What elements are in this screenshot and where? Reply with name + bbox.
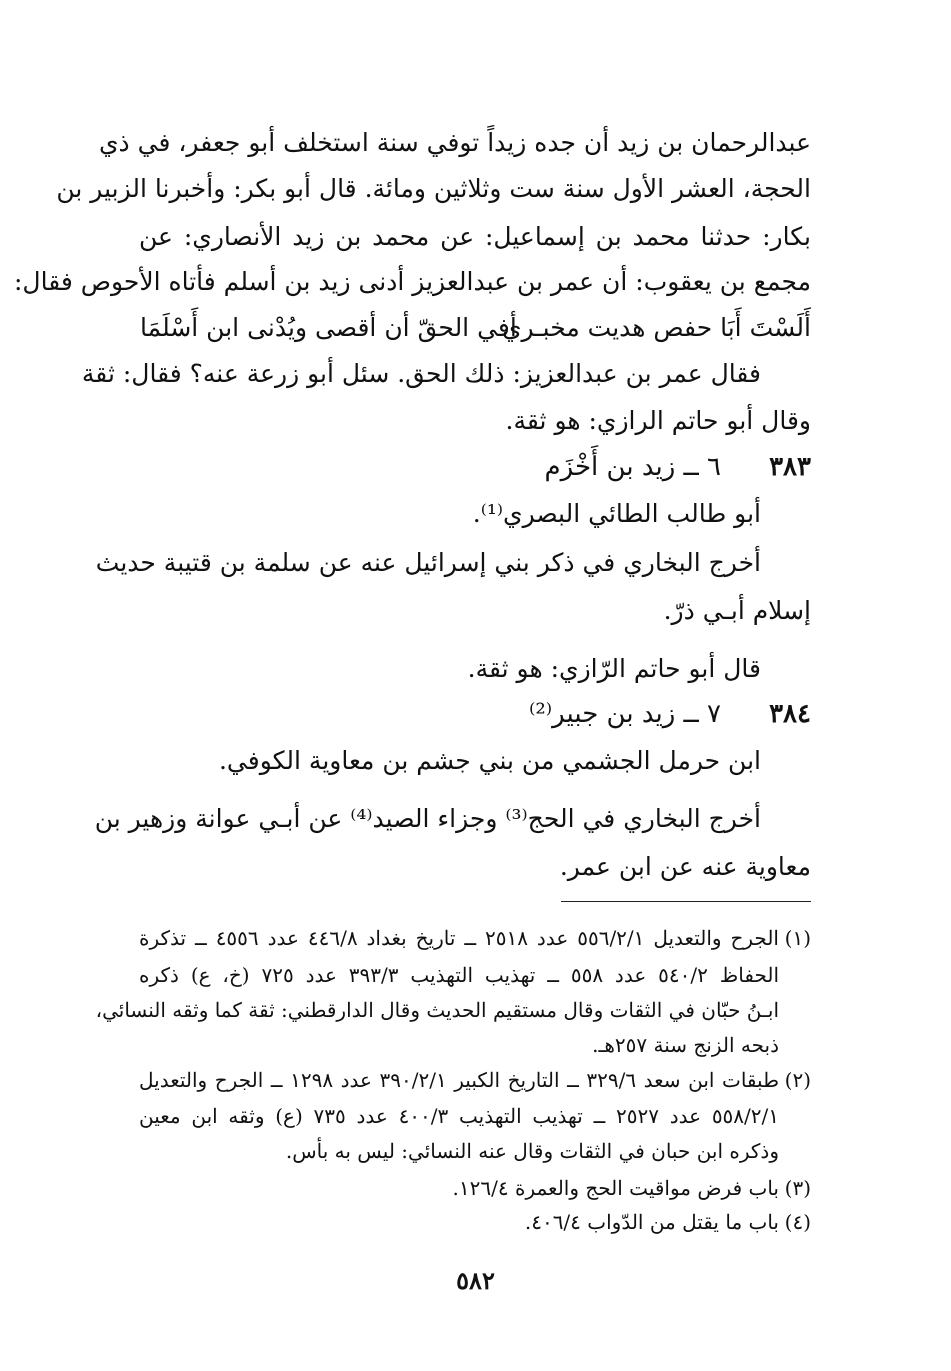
footnote-line: باب ما يقتل من الدّواب ٤٠٦/٤. [524, 1210, 779, 1234]
footnote-number: (٣) [784, 1176, 811, 1200]
body-line: أخرج البخاري في الحج⁽³⁾ وجزاء الصيد⁽⁴⁾ عن أبـي عوانة وزهير بن [94, 804, 761, 833]
body-line: أبو طالب الطائي البصري⁽¹⁾. [472, 499, 761, 528]
body-line: وقال أبو حاتم الرازي: هو ثقة. [505, 406, 811, 435]
entry-title: ٧ ــ زيد بن جبير⁽²⁾ [528, 699, 721, 729]
footnote-line: وذكره ابن حبان في الثقات وقال عنه النسائي: ليس به بأس. [285, 1139, 779, 1163]
footnote-line: الجرح والتعديل ٥٥٦/٢/١ عدد ٢٥١٨ ــ تاريخ بغداد ٤٤٦/٨ عدد ٤٥٥٦ ــ تذكرة [139, 926, 779, 950]
body-line: معاوية عنه عن ابن عمر. [559, 852, 811, 881]
body-line: فقال عمر بن عبدالعزيز: ذلك الحق. سئل أبو زرعة عنه؟ فقال: ثقة [81, 359, 761, 388]
body-line: قال أبو حاتم الرّازي: هو ثقة. [467, 654, 761, 683]
body-line: أخرج البخاري في ذكر بني إسرائيل عنه عن سلمة بن قتيبة حديث [95, 548, 761, 577]
verse-right-hemistich: أَلَسْتَ أَبَا حفص هديت مخبـري [501, 313, 811, 342]
footnote-line: الحفاظ ٥٤٠/٢ عدد ٥٥٨ ــ تهذيب التهذيب ٣٩٣/٣ عدد ٧٢٥ (خ، ع) ذكره [139, 963, 780, 987]
body-line: عبدالرحمان بن زيد أن جده زيداً توفي سنة استخلف أبو جعفر، في ذي [98, 128, 811, 157]
body-line: مجمع بن يعقوب: أن عمر بن عبدالعزيز أدنى زيد بن أسلم فأتاه الأحوص فقال: [14, 267, 811, 296]
page-number: ٥٨٢ [456, 1266, 495, 1295]
entry-number: ٣٨٣ [769, 452, 811, 482]
footnote-line: باب فرض مواقيت الحج والعمرة ١٢٦/٤. [452, 1176, 779, 1200]
footnote-line: ذبحه الزنج سنة ٢٥٧هـ. [592, 1033, 779, 1057]
footnote-line: طبقات ابن سعد ٣٢٩/٦ ــ التاريخ الكبير ٣٩٠/٢/١ عدد ١٢٩٨ ــ الجرح والتعديل [139, 1068, 779, 1092]
body-line: بكار: حدثنا محمد بن إسماعيل: عن محمد بن زيد الأنصاري: عن [139, 222, 812, 251]
footnote-number: (٢) [784, 1068, 811, 1092]
entry-number: ٣٨٤ [769, 699, 811, 729]
footnote-line: ابـنُ حبّان في الثقات وقال مستقيم الحديث وقال الدارقطني: ثقة كما وثقه النسائي، [95, 998, 779, 1022]
footnote-divider [561, 901, 811, 902]
footnote-line: ٥٥٨/٢/١ عدد ٢٥٢٧ ــ تهذيب التهذيب ٤٠٠/٣ عدد ٧٣٥ (ع) وثقه ابن معين [139, 1104, 779, 1128]
entry-title: ٦ ــ زيد بن أَخْزَم [544, 452, 721, 482]
body-line: ابن حرمل الجشمي من بني جشم بن معاوية الكوفي. [218, 746, 761, 775]
footnote-number: (٤) [784, 1210, 811, 1234]
verse-left-hemistich: أفي الحقّ أن أقصى ويُدْنى ابن أَسْلَمَا [140, 313, 517, 342]
footnote-number: (١) [784, 926, 811, 950]
body-line: إسلام أبـي ذرّ. [663, 596, 811, 625]
body-line: الحجة، العشر الأول سنة ست وثلاثين ومائة. قال أبو بكر: وأخبرنا الزبير بن [56, 174, 811, 203]
